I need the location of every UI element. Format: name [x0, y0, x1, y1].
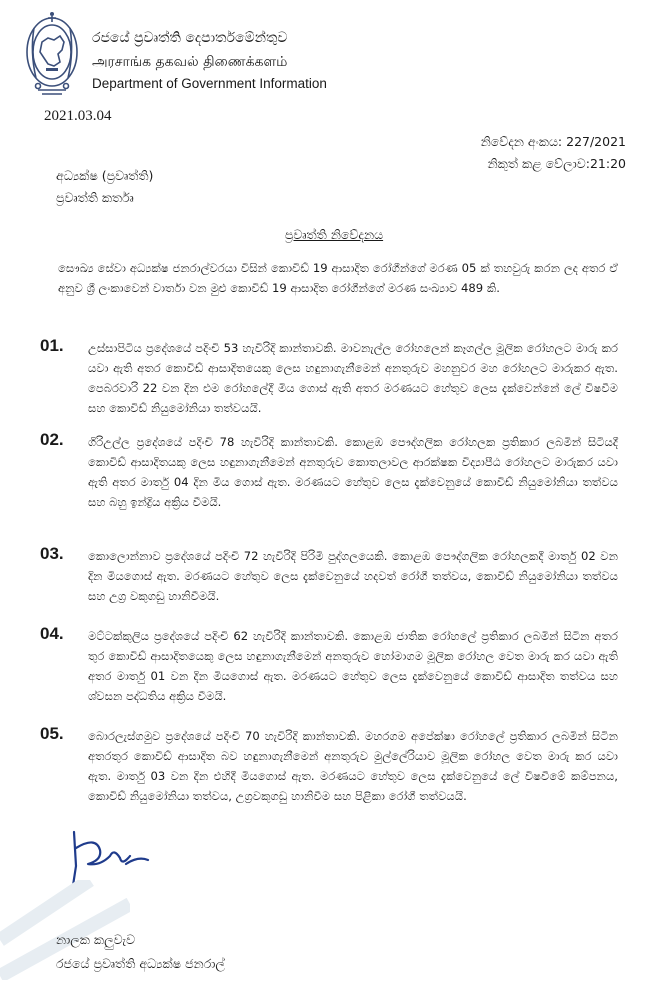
- signatory-name: නාලක කලුවැව: [56, 932, 136, 947]
- item-number: 05.: [40, 724, 64, 743]
- list-item: [40, 626, 618, 726]
- item-text: උස්සාපිටිය ප්‍රදේශයේ පදිංචි 53 හැවිරිදි කාන්තාවකි. මාවනැල්ල රෝහලෙන් කෑගල්ල මූලික රෝහලට මාරු කර යවා ඇති අතර කොවිඩ් ආසාදිතයෙකු ලෙස හඳුනාගැනීමෙන් අනතුරුව මහනුවර මහ රෝහලට මාරුකර ඇත. පෙබරවාරි 22 වන දින එම රෝහලේදී මිය ගොස් ඇති අතර මරණයට හේතුව ලෙස දැක්වෙන්නේ ලේ විෂවීම සහ කොවිඩ් නියුමෝනියා තත්වයයි.: [88, 341, 618, 415]
- department-name-english: Department of Government Information: [92, 76, 327, 91]
- recipient-line-1: අධ්‍යක්ෂ (ප්‍රවෘත්ති): [56, 168, 154, 183]
- list-item: [40, 726, 618, 826]
- item-text: ගිරිඋල්ල ප්‍රදේශයේ පදිංචි 78 හැවිරිදි කාන්තාවකි. කොළඹ පෞද්ගලික රෝහලක ප්‍රතිකාර ලබමින් සිටියදී කොවිඩ් ආසාදිතයකු ලෙස හඳුනාගැනීමෙන් අනතුරුව කොතලාවල ආරක්ෂක විද්‍යාපීඨ රෝහලට මාරුකර යවා ඇති අතර මාර්තු 04 දින මිය ගොස් ඇත. මරණයට හේතුව ලෙස දැක්වෙනුයේ කොවිඩ් නියුමෝනියා තත්වය සහ බහු ඉන්ද්‍රිය අක්‍රිය වීමයි.: [88, 435, 618, 509]
- release-time: නිකුත් කළ වේලාව:21:20: [487, 156, 626, 171]
- item-number: 01.: [40, 336, 64, 355]
- department-name-tamil: அரசாங்க தகவல் திணைக்களம்: [92, 54, 288, 70]
- item-text: කොලොන්නාව ප්‍රදේශයේ පදිංචි 72 හැවිරිදි පිරිමි පුද්ගලයෙකි. කොළඹ පෞද්ගලික රෝහලකදී මාර්තු 02 වන දින මියගොස් ඇත. මරණයට හේතුව ලෙස දැක්වෙනුයේ හදවත් රෝගී තත්වය, කොවිඩ් නියුමෝනියා තත්වය සහ උග්‍ර වකුගඩු හානිවීමයි.: [88, 549, 618, 603]
- intro-paragraph: සෞඛ්‍ය සේවා අධ්‍යක්ෂ ජනරාල්වරයා විසින් කොවිඩ් 19 ආසාදිත රෝගීන්ගේ මරණ 05 ක් තහවුරු කරන ලද අතර ඒ අනුව ශ්‍රී ලංකාවෙන් වාර්තා වන මුළු කොවිඩ් 19 ආසාදිත රෝගීන්ගේ මරණ සංඛ්‍යාව 489 කි.: [58, 261, 618, 295]
- release-number: නිවේදන අංකය: 227/2021: [480, 134, 626, 149]
- item-number: 02.: [40, 430, 64, 449]
- item-number: 03.: [40, 544, 64, 563]
- list-item: [40, 338, 618, 438]
- government-emblem-icon: [24, 8, 80, 100]
- department-name-sinhala: රජයේ ප්‍රවෘත්ති දෙපාර්තමේන්තුව: [92, 30, 288, 46]
- signatory-position: රජයේ ප්‍රවෘත්ති අධ්‍යක්ෂ ජනරාල්: [56, 956, 225, 971]
- page-title: ප්‍රවෘත්ති නිවේදනය: [284, 227, 384, 242]
- item-number: 04.: [40, 624, 64, 643]
- item-text: බොරලැස්ගමුව ප්‍රදේශයේ පදිංචි 70 හැවිරිදි කාන්තාවකි. මහරගම අපේක්ෂා රෝහලේ ප්‍රතිකාර ලබමින් සිටින අතරතුර කොවිඩ් ආසාදිත බව හඳුනාගැනීමෙන් අනතුරුව මුල්ලේරියාව මූලික රෝහල වෙත මාරු කර යවා ඇත. මාර්තු 03 වන දින එහිදී මියගොස් ඇත. මරණයට හේතුව ලෙස දැක්වෙනුයේ ලේ විෂවීමේ කම්පනය, කොවිඩ් නියුමෝනියා තත්වය, උග්‍රවකුගඩු හානිවීම සහ පිළිකා රෝගී තත්වයයි.: [88, 729, 618, 803]
- recipient-line-2: ප්‍රවෘත්ති කර්තෘ: [56, 190, 134, 205]
- release-date: 2021.03.04: [44, 108, 112, 124]
- list-item: [40, 432, 618, 532]
- item-text: මට්ටක්කුලිය ප්‍රදේශයේ පදිංචි 62 හැවිරිදි කාන්තාවකි. කොළඹ ජාතික රෝහලේ ප්‍රතිකාර ලබමින් සිටින අතර තුර කොවිඩ් ආසාදිතයෙකු ලෙස හඳුනාගැනීමෙන් අනතුරුව හෝමාගම මූලික රෝහල වෙත මාරු කර යවා ඇති අතර මාර්තු 01 වන දින මියගොස් ඇත. මරණයට හේතුව ලෙස දැක්වෙනුයේ කොවිඩ් ආසාදිත තත්වය සහ ශ්වසන පද්ධතිය අක්‍රිය වීමයි.: [88, 629, 618, 703]
